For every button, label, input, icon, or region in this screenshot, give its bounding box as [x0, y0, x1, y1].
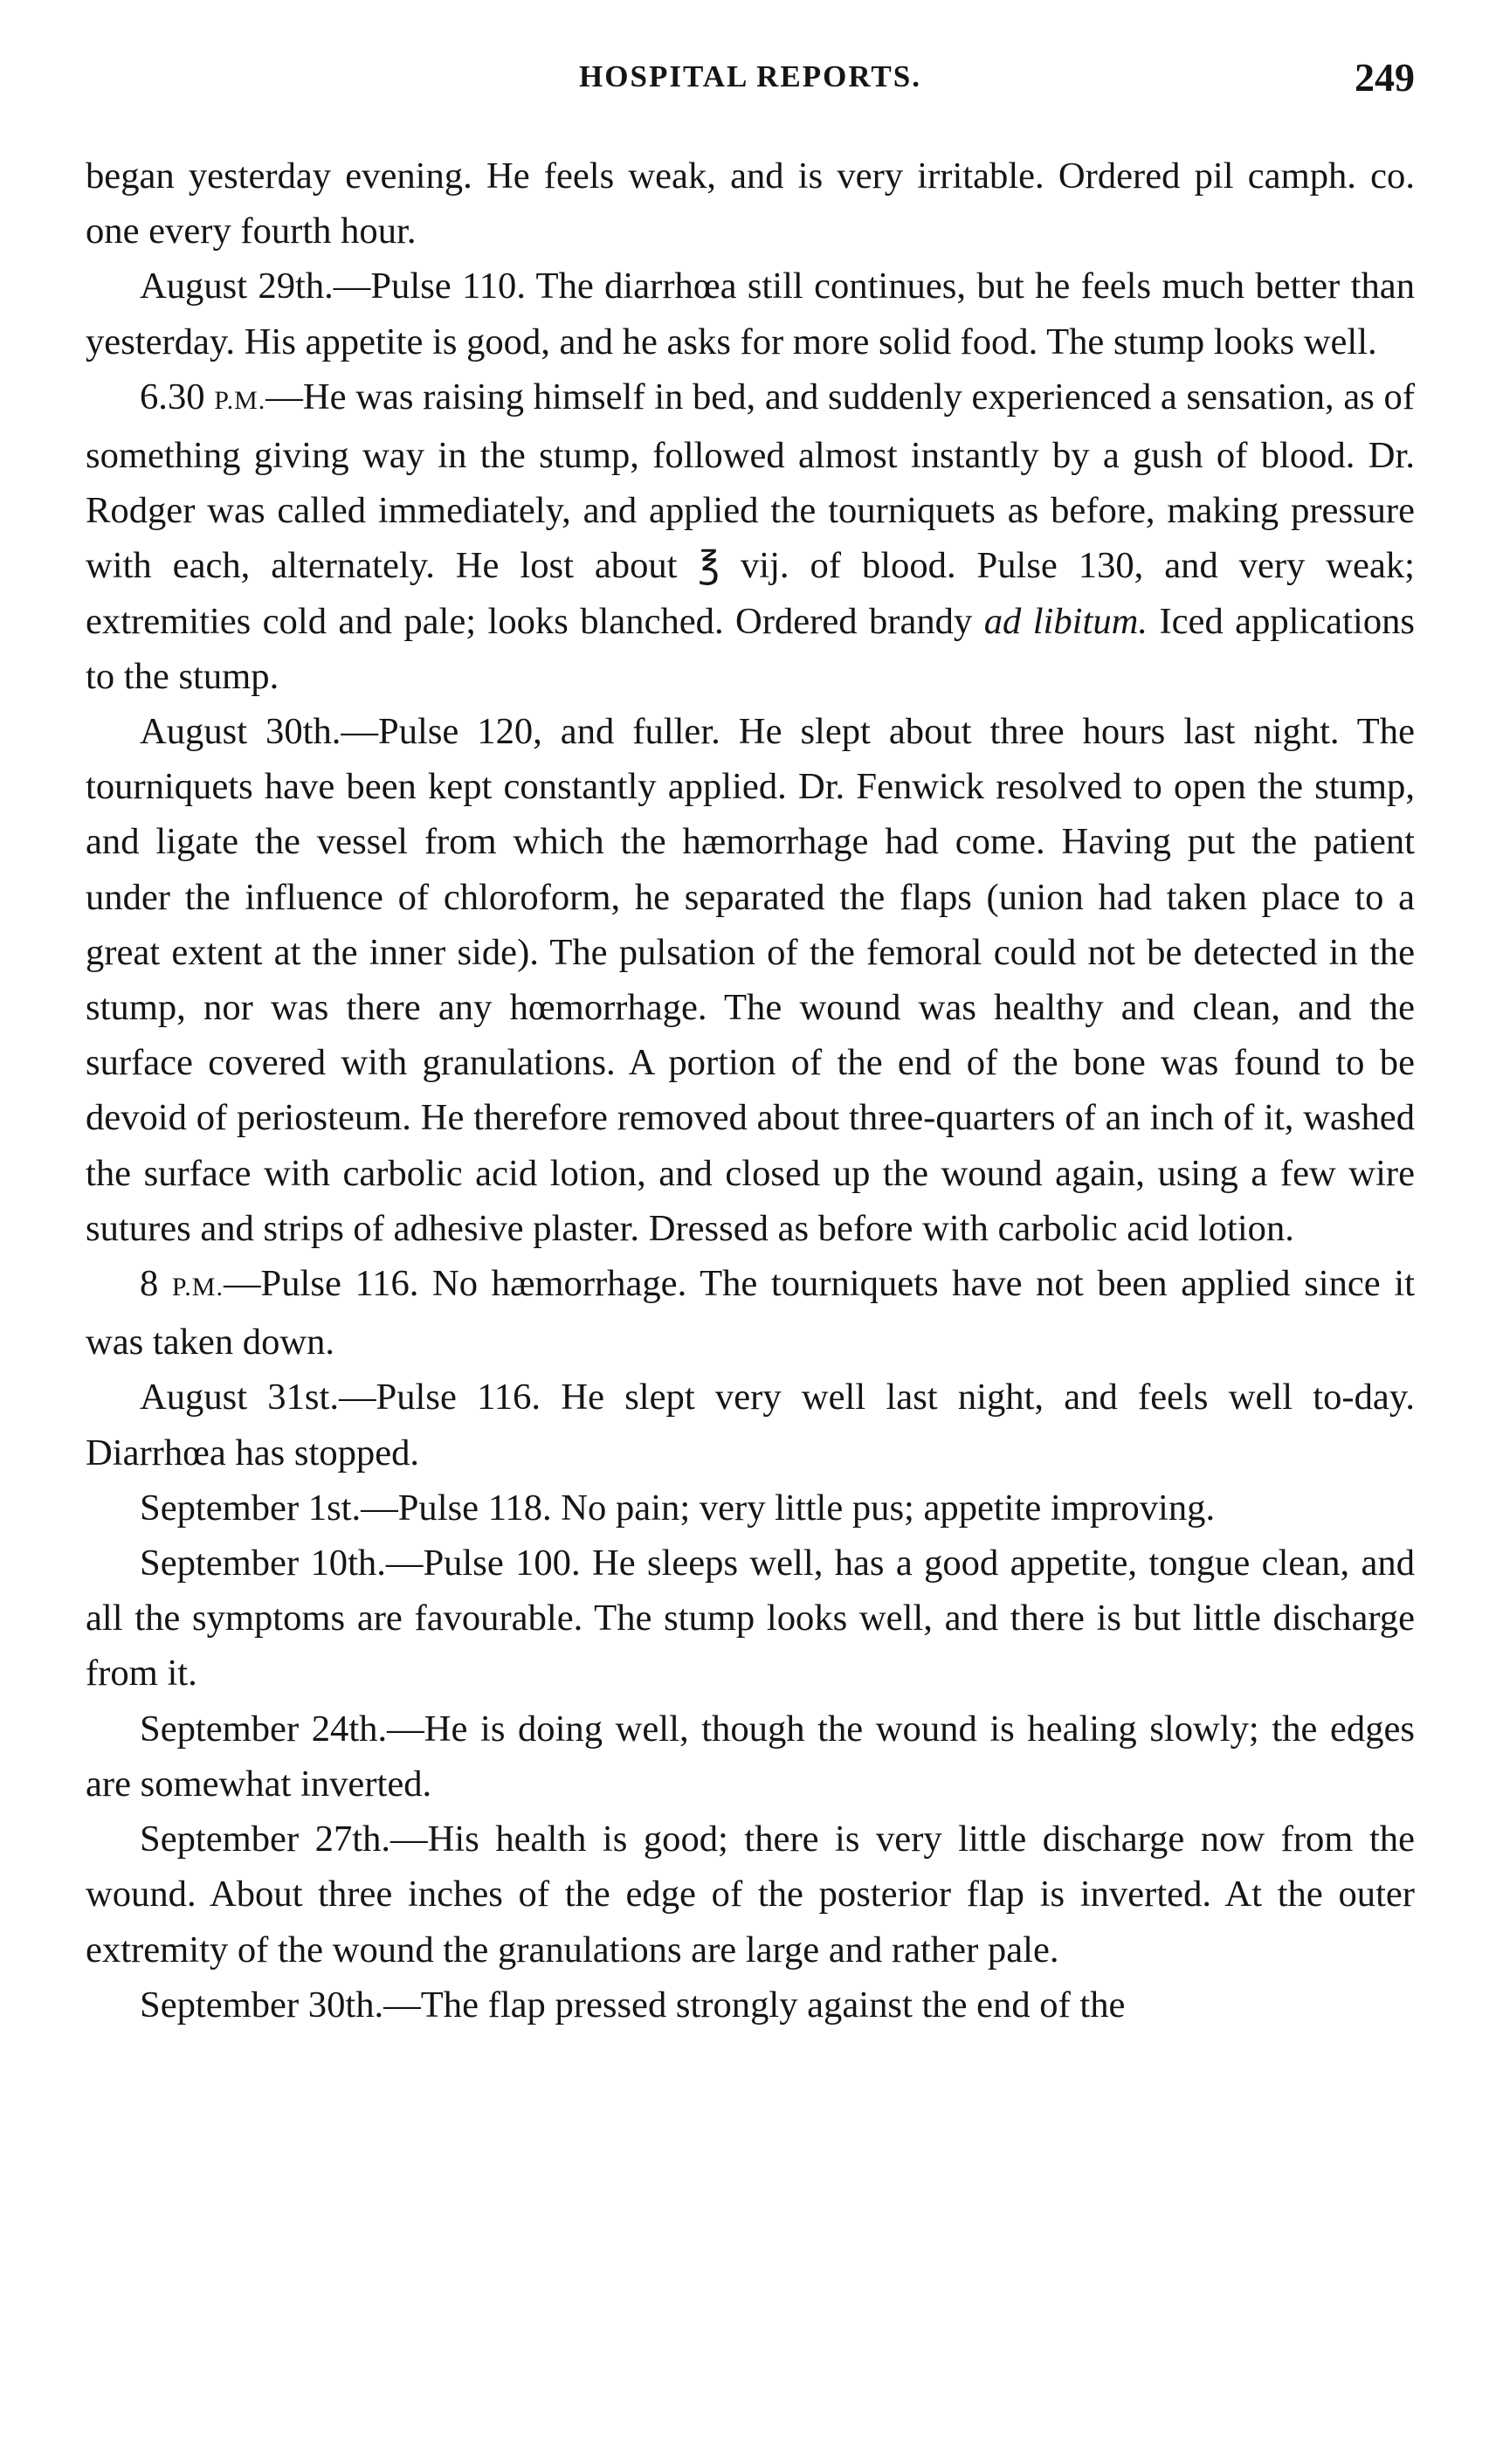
paragraph-text: September 10th.—Pulse 100. He sleeps well, has a good appetite, tongue clean, and all the symptoms are favourable. The stump looks well, and there is but little discharge from it. [86, 1543, 1415, 1694]
paragraph-text: —He was raising himself in bed, and suddenly experienced a sensation, as of something giving way in the stump, followed almost instantly by a gush of blood. Dr. Rodger was called immediately, and applied the tourniquets as before, making pressure with each, alternately. He lost about ℥ vij. of blood. Pulse 130, and very weak; extremities cold and pale; looks blanched. Ordered brandy [86, 376, 1416, 642]
paragraph-text: August 30th.—Pulse 120, and fuller. He slept about three hours last night. The tourniquets have been kept constantly applied. Dr. Fenwick resolved to open the stump, and ligate the vessel from which the hæmorrhage had come. Having put the patient under the influence of chloroform, he separated the flaps (union had taken place to a great extent at the inner side). The pulsation of the femoral could not be detected in the stump, nor was there any hœmorrhage. The wound was healthy and clean, and the surface covered with granulations. A portion of the end of the bone was found to be devoid of periosteum. He therefore removed about three-quarters of an inch of it, washed the surface with carbolic acid lotion, and closed up the wound again, using a few wire sutures and strips of adhesive plaster. Dressed as before with carbolic acid lotion. [86, 711, 1415, 1249]
time-smallcaps: P.M. [214, 385, 266, 415]
paragraph-tail: Iced applications to the stump. [86, 600, 1415, 697]
paragraph-10 [86, 1812, 1415, 1977]
page-number: 249 [1355, 55, 1415, 100]
paragraph-7 [86, 1480, 1415, 1536]
running-title: HOSPITAL REPORTS. [579, 59, 921, 93]
time-lead: 6.30 [140, 376, 215, 418]
paragraph-4 [86, 704, 1415, 1256]
paragraph-text: September 30th.—The flap pressed strongly against the end of the [140, 1984, 1126, 2026]
running-head [86, 54, 1415, 115]
latin-phrase: ad libitum. [983, 600, 1148, 642]
paragraph-text: September 27th.—His health is good; there is very little discharge now from the wound. About three inches of the edge of the posterior flap is inverted. At the outer extremity of the wound the granulations are large and rather pale. [86, 1819, 1415, 1971]
paragraph-text: —Pulse 116. No hæmorrhage. The tourniquets have not been applied since it was taken down. [86, 1263, 1415, 1363]
time-smallcaps: P.M. [171, 1273, 224, 1302]
paragraph-text: September 24th.—He is doing well, though the wound is healing slowly; the edges are somewhat inverted. [86, 1708, 1415, 1805]
paragraph-3 [86, 369, 1415, 704]
paragraph-5 [86, 1256, 1415, 1370]
body-text [86, 148, 1415, 2033]
paragraph-9 [86, 1701, 1415, 1812]
paragraph-text: August 31st.—Pulse 116. He slept very well last night, and feels well to-day. Diarrhœa has stopped. [86, 1377, 1415, 1474]
paragraph-text: September 1st.—Pulse 118. No pain; very little pus; appetite improving. [140, 1487, 1216, 1529]
time-lead: 8 [140, 1263, 172, 1305]
paragraph-11 [86, 1977, 1415, 2033]
paragraph-text: August 29th.—Pulse 110. The diarrhœa still continues, but he feels much better than yesterday. His appetite is good, and he asks for more solid food. The stump looks well. [86, 266, 1415, 362]
paragraph-8 [86, 1536, 1415, 1701]
paragraph-text: began yesterday evening. He feels weak, and is very irritable. Ordered pil camph. co. one every fourth hour. [86, 155, 1415, 252]
paragraph-1 [86, 148, 1415, 259]
paragraph-2 [86, 259, 1415, 369]
paragraph-6 [86, 1370, 1415, 1480]
